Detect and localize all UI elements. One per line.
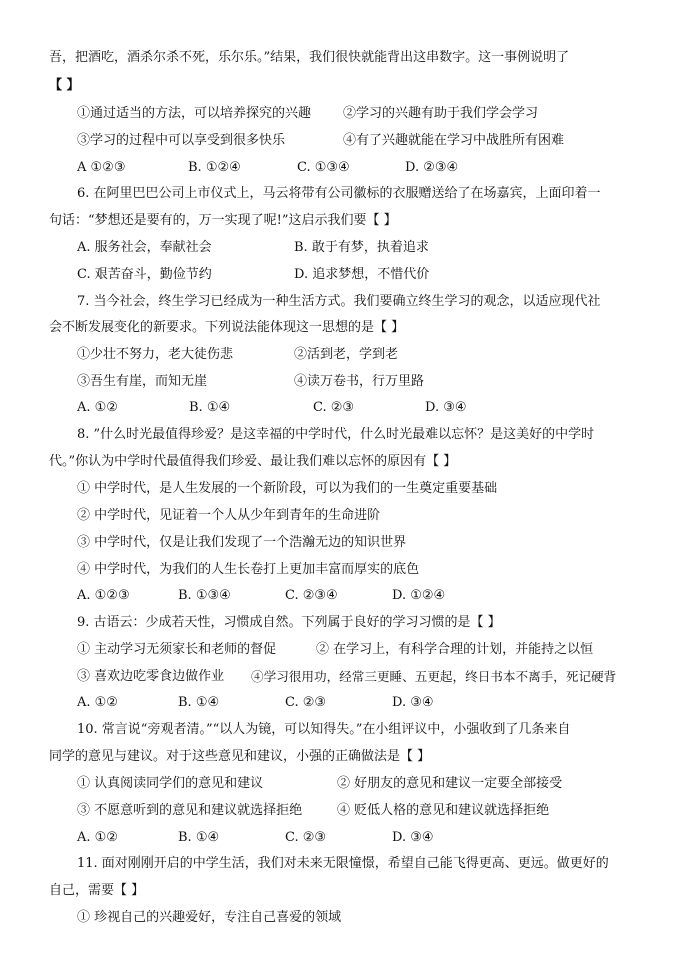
q10-option-1: ① 认真阅读同学们的意见和建议: [77, 776, 264, 791]
q7-option-4: ④读万卷书，行万里路: [294, 374, 425, 389]
q9-stem-line-1: 9. 古语云：少成若天性，习惯成自然。下列属于良好的学习习惯的是【 】: [77, 615, 501, 630]
q9-choice-c: C. ②③: [285, 695, 327, 710]
q8-choice-c: C. ②③④: [285, 588, 338, 603]
q5-option-2: ②学习的兴趣有助于我们学会学习: [343, 106, 539, 121]
q9-choice-d: D. ③④: [392, 695, 434, 710]
q7-option-1: ①少壮不努力，老大徒伤悲: [77, 347, 234, 362]
q10-option-2: ② 好朋友的意见和建议一定要全部接受: [337, 776, 563, 791]
q5-choice-d: D. ②③④: [405, 160, 459, 175]
q11-stem-line-1: 11. 面对刚刚开启的中学生活，我们对未来无限憧憬，希望自己能飞得更高、更远。做更好的: [77, 856, 609, 871]
q10-option-4: ④ 贬低人格的意见和建议就选择拒绝: [337, 803, 550, 818]
q10-option-3: ③ 不愿意听到的意见和建议就选择拒绝: [77, 803, 303, 818]
q5-choice-c: C. ①③④: [297, 160, 350, 175]
q7-option-3: ③吾生有崖，而知无崖: [77, 374, 208, 389]
q7-choice-a: A. ①②: [77, 400, 118, 415]
q5-choice-a: A ①②③: [77, 160, 126, 175]
q10-choice-d: D. ③④: [392, 830, 434, 845]
q8-stem-line-2: 代。”你认为中学时代最值得我们珍爱、最让我们难以忘怀的原因有【 】: [49, 454, 457, 469]
q6-choice-c: C. 艰苦奋斗，勤俭节约: [77, 267, 212, 282]
q8-option-2: ② 中学时代，见证着一个人从少年到青年的生命进阶: [77, 508, 381, 523]
q11-stem-line-2: 自己，需要【 】: [49, 883, 145, 898]
q10-choice-c: C. ②③: [285, 830, 327, 845]
q6-choice-b: B. 敢于有梦，执着追求: [294, 240, 429, 255]
q10-choice-b: B. ①④: [178, 830, 220, 845]
q9-option-2: ② 在学习上，有科学合理的计划，并能持之以恒: [316, 642, 594, 657]
q5-choice-b: B. ①②④: [188, 160, 241, 175]
q8-choice-b: B. ①③④: [178, 588, 231, 603]
q7-stem-line-2: 会不断发展变化的新要求。下列说法能体现这一思想的是【 】: [49, 320, 405, 335]
q9-option-1: ① 主动学习无须家长和老师的督促: [77, 642, 277, 657]
q7-choice-b: B. ①④: [189, 400, 231, 415]
q5-option-3: ③学习的过程中可以享受到很多快乐: [77, 133, 286, 148]
q7-choice-d: D. ③④: [425, 400, 467, 415]
q9-option-4: ④学习很用功，经常三更睡、五更起，终日书本不离手，死记硬背: [251, 669, 617, 684]
q11-option-1: ① 珍视自己的兴趣爱好，专注自己喜爱的领域: [77, 910, 342, 925]
q10-stem-line-1: 10. 常言说“旁观者清。”“以人为镜，可以知得失。”在小组评议中，小强收到了几条来自: [77, 722, 571, 737]
q8-option-4: ④ 中学时代，为我们的人生长卷打上更加丰富而厚实的底色: [77, 562, 420, 577]
q5-option-1: ①通过适当的方法，可以培养探究的兴趣: [77, 106, 312, 121]
q6-choice-a: A. 服务社会，奉献社会: [77, 240, 212, 255]
q5-stem-continued: 吾，把酒吃，酒杀尔杀不死，乐尔乐。”结果，我们很快就能背出这串数字。这一事例说明了: [49, 50, 570, 65]
q10-stem-line-2: 同学的意见与建议。对于这些意见和建议，小强的正确做法是【 】: [49, 749, 431, 764]
q9-option-3: ③ 喜欢边吃零食边做作业: [77, 669, 225, 684]
q8-choice-d: D. ①②④: [392, 588, 446, 603]
q9-choice-b: B. ①④: [178, 695, 220, 710]
q8-option-3: ③ 中学时代，仅是让我们发现了一个浩瀚无边的知识世界: [77, 535, 407, 550]
q7-option-2: ②活到老，学到老: [294, 347, 399, 362]
q5-answer-bracket: 【 】: [49, 78, 80, 93]
q10-choice-a: A. ①②: [77, 830, 118, 845]
q7-stem-line-1: 7. 当今社会，终生学习已经成为一种生活方式。我们要确立终生学习的观念，以适应现代社: [77, 294, 601, 309]
q8-stem-line-1: 8. ”什么时光最值得珍爱？是这幸福的中学时代，什么时光最难以忘怀？是这美好的中学时: [77, 427, 595, 442]
q7-choice-c: C. ②③: [313, 400, 355, 415]
q8-choice-a: A. ①②③: [77, 588, 130, 603]
q6-stem-line-1: 6. 在阿里巴巴公司上市仪式上，马云将带有公司徽标的衣服赠送给了在场嘉宾，上面印着一: [77, 186, 601, 201]
q9-choice-a: A. ①②: [77, 695, 118, 710]
q5-option-4: ④有了兴趣就能在学习中战胜所有困难: [343, 133, 565, 148]
q8-option-1: ① 中学时代，是人生发展的一个新阶段，可以为我们的一生奠定重要基础: [77, 481, 498, 496]
q6-stem-line-2: 句话：“梦想还是要有的，万一实现了呢!”这启示我们要【 】: [49, 213, 397, 228]
q6-choice-d: D. 追求梦想，不惜代价: [294, 267, 430, 282]
